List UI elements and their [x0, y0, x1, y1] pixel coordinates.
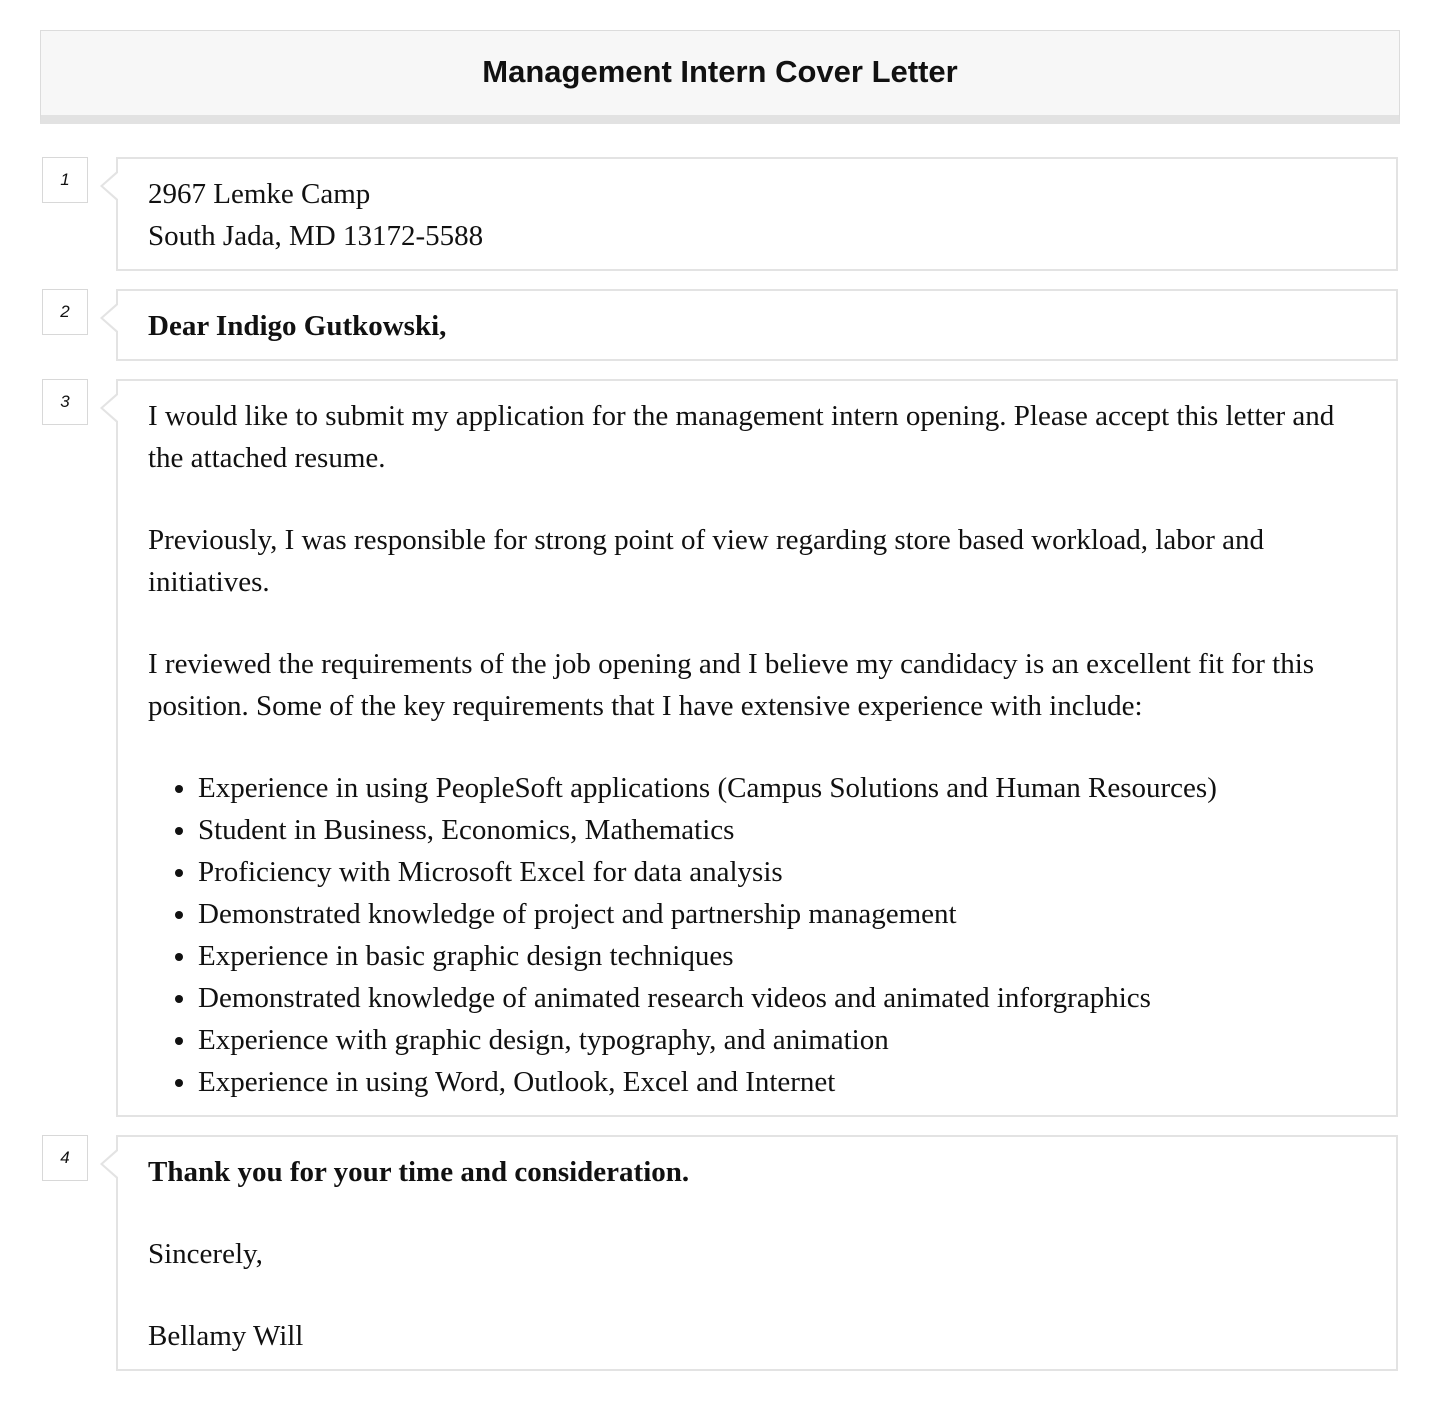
closing-line: Sincerely,	[148, 1238, 263, 1270]
section-number: 1	[42, 157, 88, 203]
address-line-2: South Jada, MD 13172-5588	[148, 220, 484, 252]
list-item: • Demonstrated knowledge of project and partnership management	[198, 893, 1366, 935]
list-item: • Proficiency with Microsoft Excel for data analysis	[198, 851, 1366, 893]
page-title: Management Intern Cover Letter	[482, 54, 958, 89]
section-number: 4	[42, 1135, 88, 1181]
requirements-list	[148, 767, 1366, 1103]
signature: Bellamy Will	[148, 1320, 304, 1352]
list-item: • Experience with graphic design, typography, and animation	[198, 1019, 1366, 1061]
section-number: 3	[42, 379, 88, 425]
body-paragraph-2: Previously, I was responsible for strong point of view regarding store based workload, labor and initiatives.	[148, 524, 1264, 598]
list-item: • Demonstrated knowledge of animated research videos and animated inforgraphics	[198, 977, 1366, 1019]
body-paragraph-1: I would like to submit my application for the management intern opening. Please accept this letter and the attached resume.	[148, 400, 1335, 474]
list-item: • Experience in using Word, Outlook, Excel and Internet	[198, 1061, 1366, 1103]
salutation-box	[116, 289, 1398, 361]
address-line-1: 2967 Lemke Camp	[148, 178, 371, 210]
list-item: • Student in Business, Economics, Mathematics	[198, 809, 1366, 851]
body-box	[116, 379, 1398, 1117]
body-paragraph-3: I reviewed the requirements of the job opening and I believe my candidacy is an excellent fit for this position. Some of the key requirements that I have extensive experience with include:	[148, 648, 1315, 722]
thanks-line: Thank you for your time and consideration.	[148, 1156, 690, 1188]
closing-box	[116, 1135, 1398, 1371]
page-header	[40, 30, 1400, 124]
salutation: Dear Indigo Gutkowski,	[148, 310, 447, 342]
section-number: 2	[42, 289, 88, 335]
address-box	[116, 157, 1398, 271]
list-item: • Experience in using PeopleSoft applications (Campus Solutions and Human Resources)	[198, 767, 1366, 809]
list-item: • Experience in basic graphic design techniques	[198, 935, 1366, 977]
